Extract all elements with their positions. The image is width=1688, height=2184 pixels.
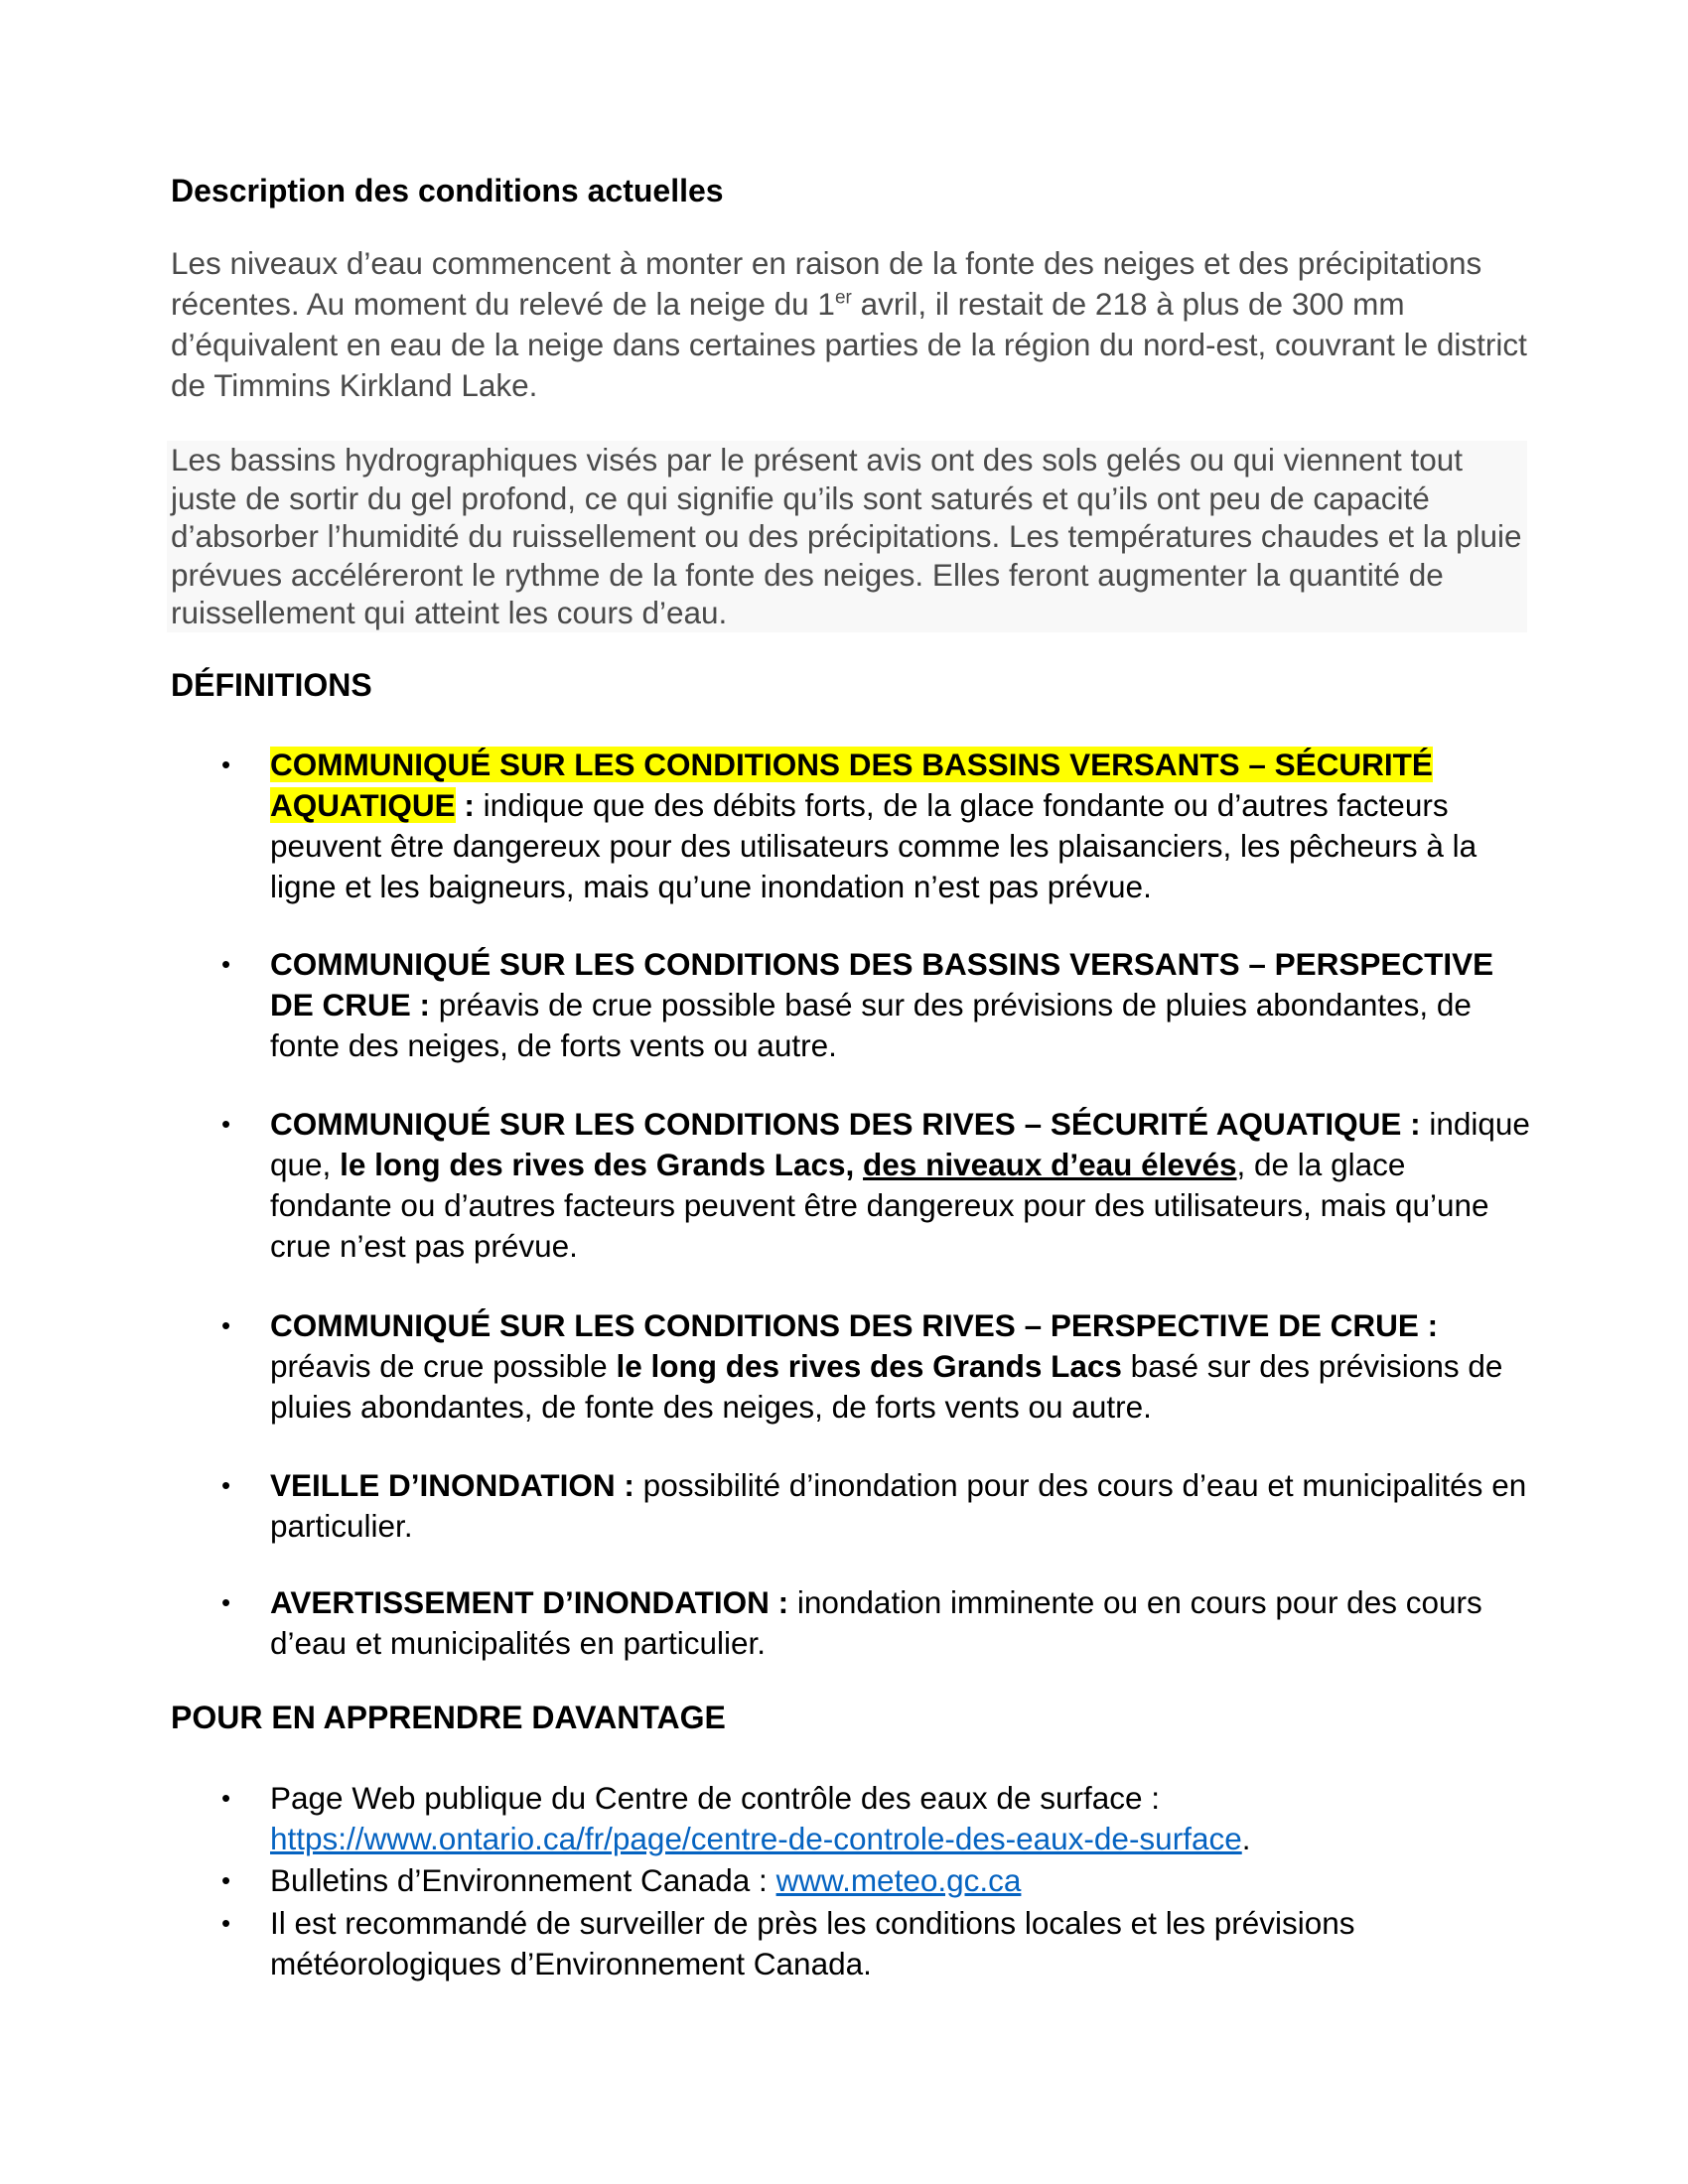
list-item-period: . xyxy=(1241,1821,1251,1856)
definition-text: possibilité d’inondation pour des cours d’eau et municipalités en particulier. xyxy=(270,1467,1527,1544)
definition-text: , de la glace fondante ou d’autres facteurs peuvent être dangereux pour des utilisateurs, mais qu’une crue n’est pas prévue. xyxy=(270,1147,1489,1264)
surface-water-centre-link[interactable]: https://www.ontario.ca/fr/page/centre-de-controle-des-eaux-de-surface xyxy=(270,1821,1242,1856)
definition-bold-text: le long des rives des Grands Lacs, xyxy=(340,1147,855,1182)
definition-item-shoreline-flood-outlook xyxy=(221,1305,1531,1428)
definition-term: VEILLE D’INONDATION : xyxy=(270,1467,634,1503)
current-conditions-paragraph-1 xyxy=(171,243,1531,406)
bullet-icon: • xyxy=(221,1109,231,1139)
bullet-icon: • xyxy=(221,1587,231,1617)
bullet-icon: • xyxy=(221,1470,231,1500)
list-item-text: Il est recommandé de surveiller de près les conditions locales et les prévisions météorologiques d’Environnement Canada. xyxy=(270,1905,1355,1981)
definition-text: préavis de crue possible xyxy=(270,1348,617,1384)
definition-item-basin-safety xyxy=(221,745,1531,907)
definition-text: préavis de crue possible basé sur des prévisions de pluies abondantes, de fonte des neiges, de forts vents ou autre. xyxy=(270,987,1472,1063)
bullet-icon: • xyxy=(221,1310,231,1340)
definition-term: COMMUNIQUÉ SUR LES CONDITIONS DES RIVES – SÉCURITÉ AQUATIQUE : xyxy=(270,1106,1421,1142)
bullet-icon: • xyxy=(221,949,231,979)
definition-text: basé sur des prévisions de pluies abondantes, de fonte des neiges, de forts vents ou autre. xyxy=(270,1348,1503,1425)
superscript-er: er xyxy=(834,287,852,309)
definition-term: COMMUNIQUÉ SUR LES CONDITIONS DES BASSINS VERSANTS – PERSPECTIVE DE CRUE : xyxy=(270,946,1494,1023)
definition-colon: : xyxy=(455,787,475,823)
list-item-monitor-conditions xyxy=(221,1903,1531,1984)
paragraph-1-text-b: avril, il restait de 218 à plus de 300 mm d’équivalent en eau de la neige dans certaines parties de la région du nord-est, couvrant le district de Timmins Kirkland Lake. xyxy=(171,286,1527,403)
definition-bold-underlined-text: des niveaux d’eau élevés xyxy=(863,1147,1237,1182)
definition-term: AVERTISSEMENT D’INONDATION : xyxy=(270,1584,789,1620)
learn-more-heading: POUR EN APPRENDRE DAVANTAGE xyxy=(171,1700,726,1735)
list-item-surface-water-centre xyxy=(221,1778,1531,1859)
current-conditions-paragraph-2: Les bassins hydrographiques visés par le présent avis ont des sols gelés ou qui viennent tout juste de sortir du gel profond, ce qui signifie qu’ils sont saturés et qu’ils ont peu de capacité d’absorber l’humidité du ruissellement ou des précipitations. Les températures chaudes et la pluie prévues accéléreront le rythme de la fonte des neiges. Elles feront augmenter la quantité de ruissellement qui atteint les cours d’eau. xyxy=(167,441,1527,632)
definition-term: COMMUNIQUÉ SUR LES CONDITIONS DES BASSINS VERSANTS – SÉCURITÉ AQUATIQUE xyxy=(270,747,1433,823)
definition-term: COMMUNIQUÉ SUR LES CONDITIONS DES RIVES – PERSPECTIVE DE CRUE : xyxy=(270,1307,1439,1343)
definition-text xyxy=(854,1147,863,1182)
bullet-icon: • xyxy=(221,1908,231,1938)
definition-text: inondation imminente ou en cours pour des cours d’eau et municipalités en particulier. xyxy=(270,1584,1482,1661)
definition-bold-text: le long des rives des Grands Lacs xyxy=(616,1348,1122,1384)
list-item-text: Page Web publique du Centre de contrôle des eaux de surface : xyxy=(270,1780,1161,1816)
list-item-environment-canada xyxy=(221,1860,1531,1901)
definition-item-basin-flood-outlook xyxy=(221,944,1531,1066)
definition-text: indique que, xyxy=(270,1106,1530,1182)
definitions-heading: DÉFINITIONS xyxy=(171,667,372,703)
current-conditions-heading: Description des conditions actuelles xyxy=(171,173,724,208)
bullet-icon: • xyxy=(221,750,231,779)
bullet-icon: • xyxy=(221,1783,231,1813)
definition-item-flood-watch xyxy=(221,1465,1531,1547)
definition-item-shoreline-safety xyxy=(221,1104,1531,1267)
paragraph-1-text-a: Les niveaux d’eau commencent à monter en raison de la fonte des neiges et des précipitations récentes. Au moment du relevé de la neige du 1 xyxy=(171,245,1482,322)
definition-item-flood-warning xyxy=(221,1582,1531,1664)
bullet-icon: • xyxy=(221,1865,231,1895)
definition-text: indique que des débits forts, de la glace fondante ou d’autres facteurs peuvent être dangereux pour des utilisateurs comme les plaisanciers, les pêcheurs à la ligne et les baigneurs, mais qu’une inondation n’est pas prévue. xyxy=(270,787,1477,904)
meteo-link[interactable]: www.meteo.gc.ca xyxy=(775,1862,1022,1898)
list-item-text: Bulletins d’Environnement Canada : xyxy=(270,1862,776,1898)
